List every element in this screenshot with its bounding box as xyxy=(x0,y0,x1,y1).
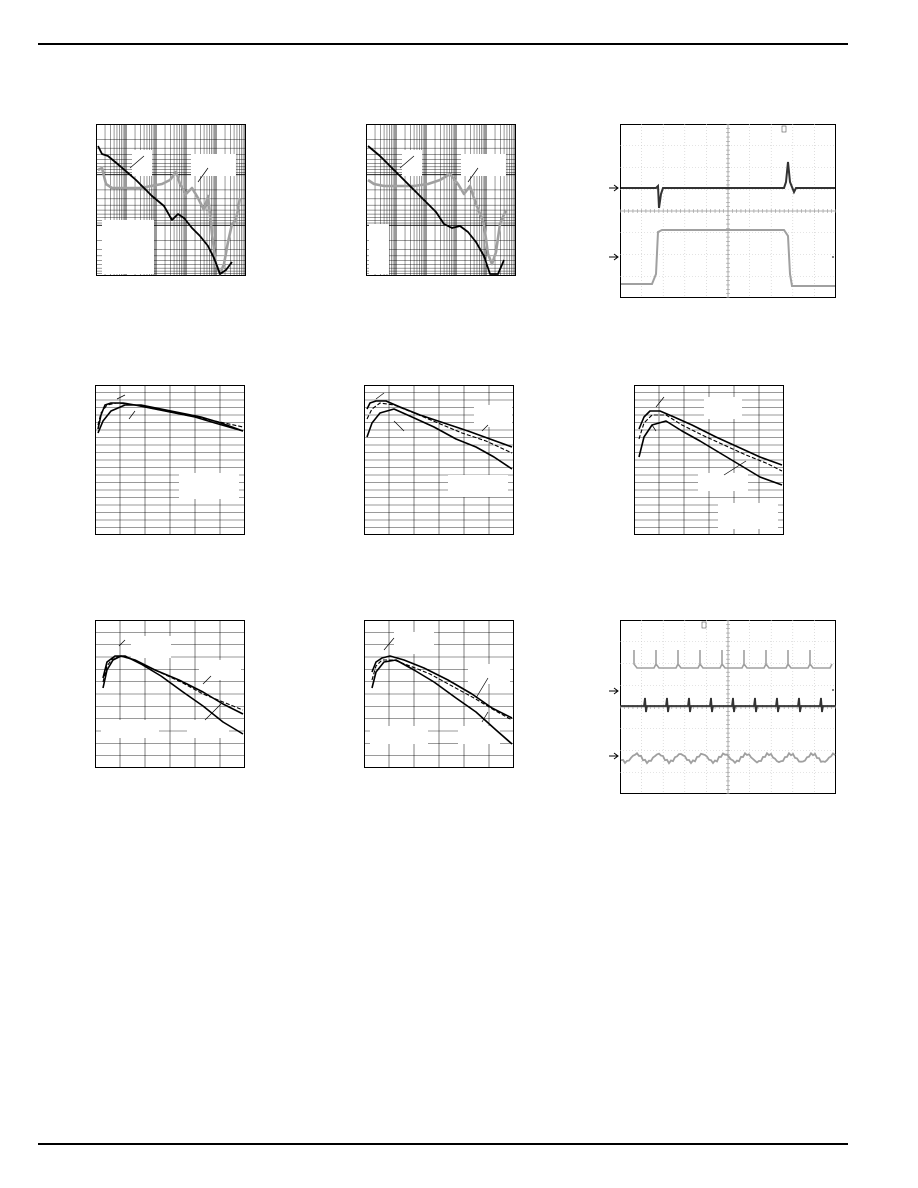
legend-box xyxy=(131,636,171,658)
scope-transient-marker-2 xyxy=(609,253,619,261)
curve-plot-4-svg xyxy=(95,620,245,768)
noise-spectrum-2-svg xyxy=(366,124,516,276)
legend-box xyxy=(199,660,241,680)
legend-box xyxy=(698,473,748,491)
bottom-rule xyxy=(38,1143,848,1145)
scope-transient xyxy=(620,124,836,298)
legend-box xyxy=(474,405,512,427)
scope-transient-marker-1 xyxy=(609,184,619,192)
curve-plot-5 xyxy=(364,620,514,768)
scope-ripple-svg xyxy=(620,620,836,794)
legend-box xyxy=(179,473,239,499)
curve-plot-4 xyxy=(95,620,245,768)
legend-box xyxy=(402,150,422,176)
legend-box xyxy=(394,632,434,654)
level-dot xyxy=(832,256,834,258)
legend-box xyxy=(101,720,159,738)
scope-ripple xyxy=(620,620,836,794)
noise-spectrum-1 xyxy=(96,124,246,276)
legend-box xyxy=(461,154,506,176)
legend-box xyxy=(718,503,778,529)
scope-ripple-marker-1 xyxy=(609,687,619,695)
legend-box xyxy=(370,726,428,744)
curve-plot-5-svg xyxy=(364,620,514,768)
top-rule xyxy=(38,43,848,45)
legend-box xyxy=(448,475,508,497)
legend-box xyxy=(468,664,510,684)
noise-spectrum-1-svg xyxy=(96,124,246,276)
curve-plot-3 xyxy=(634,385,784,535)
legend-box xyxy=(132,150,152,176)
scope-transient-svg xyxy=(620,124,836,298)
curve-plot-2 xyxy=(364,385,514,535)
curve-plot-1 xyxy=(95,385,245,535)
curve-plot-3-svg xyxy=(634,385,784,535)
scope-ripple-marker-2 xyxy=(609,752,619,760)
legend-box xyxy=(704,397,742,419)
curve-plot-2-svg xyxy=(364,385,514,535)
level-dot xyxy=(832,689,834,691)
legend-box xyxy=(102,220,154,274)
noise-spectrum-2 xyxy=(366,124,516,276)
curve-plot-1-svg xyxy=(95,385,245,535)
legend-box xyxy=(369,224,389,274)
legend-box xyxy=(191,154,236,176)
